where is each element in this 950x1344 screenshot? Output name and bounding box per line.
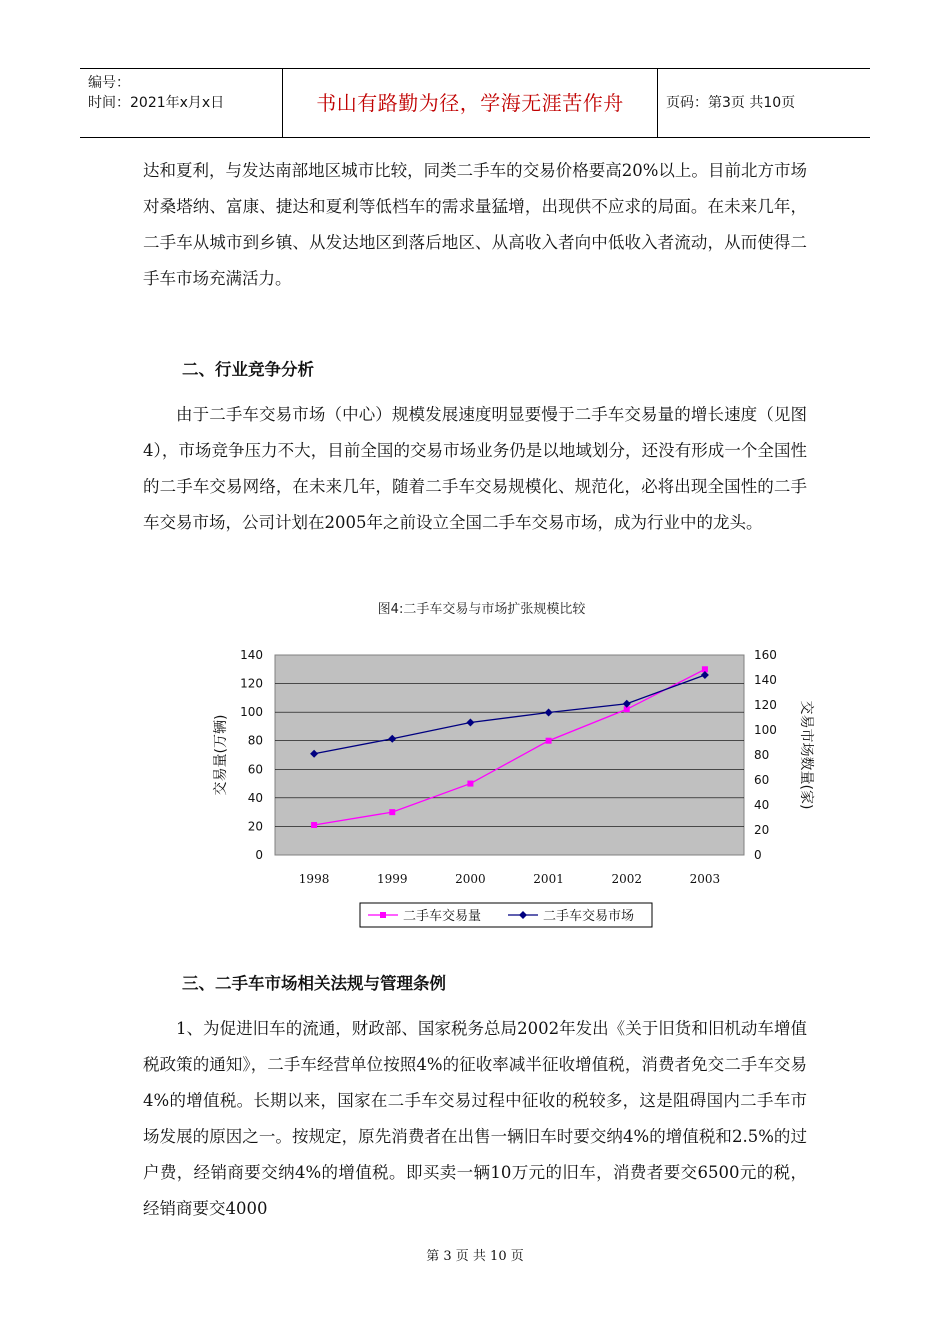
x-tick-label: 2001 [533, 872, 564, 886]
y-right-axis-label: 交易市场数量(家) [798, 700, 814, 810]
date-label: 时间：2021年x月x日 [88, 95, 225, 111]
y-right-tick-label: 0 [754, 848, 762, 862]
y-left-tick-label: 120 [240, 676, 263, 691]
header-meta [80, 69, 283, 137]
code-label: 编号： [88, 75, 130, 91]
data-point [546, 738, 552, 744]
chart-svg [195, 595, 814, 935]
section3-paragraph: 1、为促进旧车的流通，财政部、国家税务总局2002年发出《关于旧货和旧机动车增值税政策的通知》，二手车经营单位按照4%的征收率减半征收增值税，消费者免交二手车交易4%的增值税。长期以来，国家在二手车交易过程中征收的税较多，这是阻碍国内二手车市场发展的原因之一。按规定，原先消费者在出售一辆旧车时要交纳4%的增值税和2.5%的过户费，经销商要交纳4%的增值税。即买卖一辆10万元的旧车，消费者要交6500元的税，经销商要交4000 [143, 1019, 807, 1218]
header-motto: 书山有路勤为径，学海无涯苦作舟 [283, 69, 658, 137]
section3-heading: 三、二手车市场相关法规与管理条例 [182, 974, 446, 993]
y-left-tick-label: 100 [240, 705, 263, 720]
x-tick-label: 2003 [689, 872, 721, 886]
y-left-tick-label: 140 [240, 648, 263, 662]
x-tick-label: 1998 [298, 872, 330, 886]
x-tick-label: 2000 [455, 872, 486, 886]
y-left-tick-label: 20 [247, 819, 263, 834]
section2-heading: 二、行业竞争分析 [182, 360, 314, 379]
y-left-tick-label: 40 [247, 790, 263, 805]
page-header [80, 68, 870, 138]
chart-title: 图4:二手车交易与市场扩张规模比较 [377, 602, 586, 617]
x-tick-label: 2002 [611, 872, 643, 886]
y-left-axis-label: 交易量(万辆) [213, 714, 229, 796]
section1-text-block [143, 153, 807, 297]
y-right-tick-label: 100 [754, 723, 777, 737]
data-point [467, 781, 473, 787]
y-left-tick-label: 60 [247, 762, 263, 777]
y-right-tick-label: 160 [754, 648, 777, 662]
x-tick-label: 1999 [376, 872, 408, 886]
y-right-tick-label: 60 [754, 773, 770, 787]
page-footer: 第 3 页 共 10 页 [426, 1249, 524, 1264]
section1-paragraph: 达和夏利，与发达南部地区城市比较，同类二手车的交易价格要高20%以上。目前北方市场对桑塔纳、富康、捷达和夏利等低档车的需求量猛增，出现供不应求的局面。在未来几年，二手车从城市到乡镇、从发达地区到落后地区、从高收入者向中低收入者流动，从而使得二手车市场充满活力。 [143, 161, 807, 288]
y-right-tick-label: 140 [754, 673, 777, 687]
y-right-tick-label: 20 [754, 823, 770, 837]
figure-4-chart [195, 595, 814, 935]
legend-marker [380, 912, 386, 918]
y-right-tick-label: 80 [754, 748, 770, 762]
section2-paragraph: 由于二手车交易市场（中心）规模发展速度明显要慢于二手车交易量的增长速度（见图4），市场竞争压力不大，目前全国的交易市场业务仍是以地域划分，还没有形成一个全国性的二手车交易网络，在未来几年，随着二手车交易规模化、规范化，必将出现全国性的二手车交易市场，公司计划在2005年之前设立全国二手车交易市场，成为行业中的龙头。 [143, 405, 807, 532]
section2-text-block [143, 397, 807, 541]
legend-label: 二手车交易量 [403, 909, 482, 924]
y-right-tick-label: 40 [754, 798, 770, 812]
legend-label: 二手车交易市场 [543, 909, 635, 924]
header-page-info: 页码：第3页 共10页 [666, 95, 796, 111]
section3-text-block [143, 1011, 807, 1227]
data-point [389, 809, 395, 815]
y-left-tick-label: 80 [247, 733, 263, 748]
y-right-tick-label: 120 [754, 698, 777, 712]
data-point [311, 822, 317, 828]
y-left-tick-label: 0 [255, 848, 263, 862]
